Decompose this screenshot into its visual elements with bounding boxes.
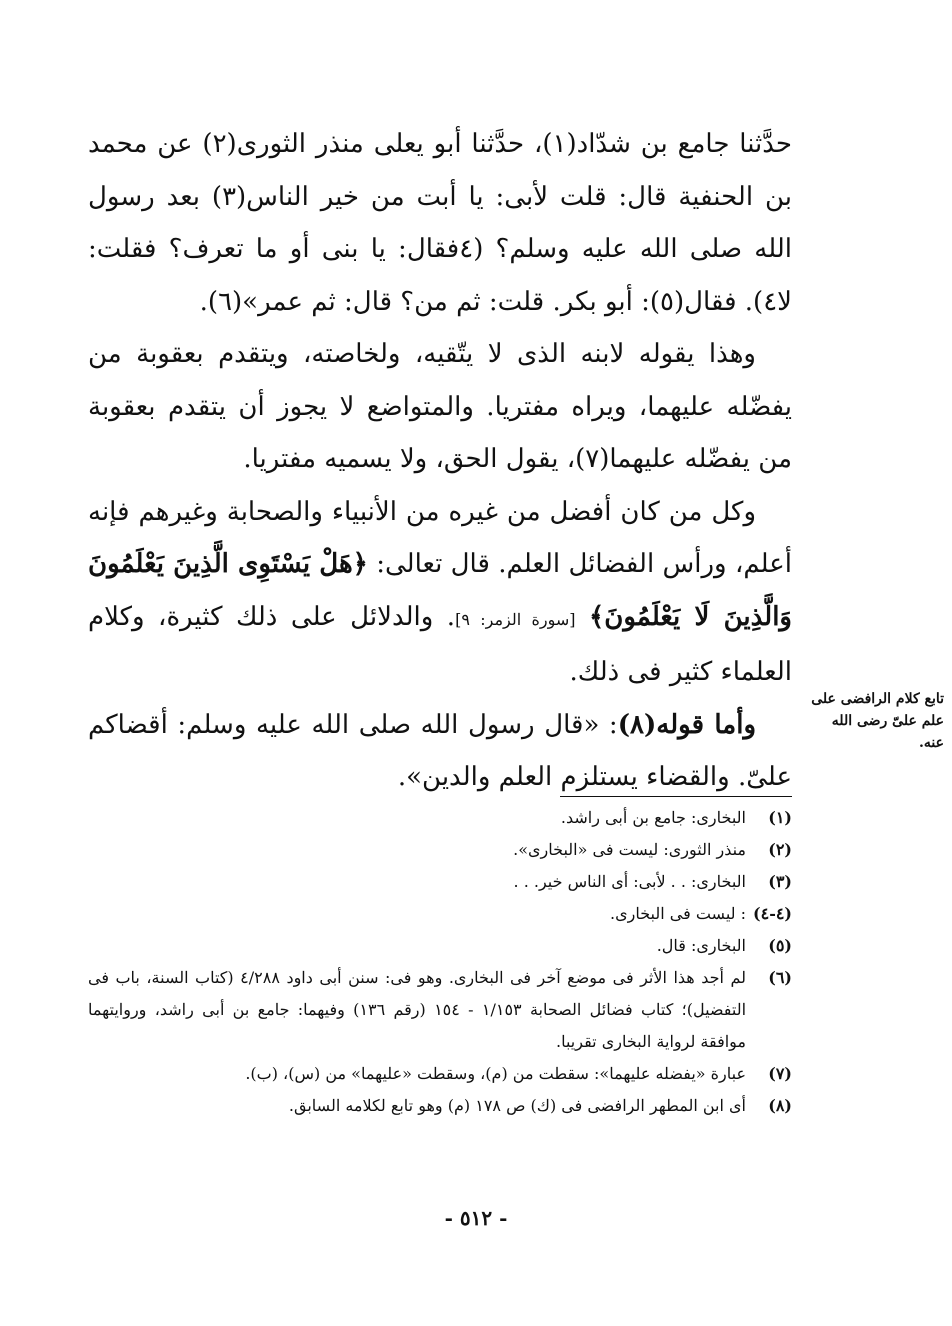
paragraph-hadith: حدَّثنا جامع بن شدّاد(١)، حدَّثنا أبو يعلى منذر الثورى(٢) عن محمد بن الحنفية قال: قلت لأبى: يا أبت من خير الناس(٣) بعد رسول الله صلى الله عليه وسلم؟ (٤فقال: يا بنى أو ما تعرف؟ فقلت: لا٤). فقال(٥): أبو بكر. قلت: ثم من؟ قال: ثم عمر»(٦). [88,129,793,317]
paragraph-knowledge-end: . والدلائل على ذلك كثيرة، وكلام العلماء كثير فى ذلك. [88,601,792,687]
paragraph-commentary: وهذا يقوله لابنه الذى لا يتّقيه، ولخاصته، ويتقدم بعقوبة من يفضّله عليهما، ويراه مفتريا. والمتواضع لا يجوز أن يتقدم بعقوبة من يفضّله عليهما(٧)، يقول الحق، ولا يسميه مفتريا. [88,339,792,474]
main-text [88,118,792,804]
footnote-text: منذر الثورى: ليست فى «البخارى». [513,840,746,859]
footnote-text: لم أجد هذا الأثر فى موضع آخر فى البخارى. وهو فى: سنن أبى داود ٤/٢٨٨ (كتاب السنة، باب فى التفضيل)؛ كتاب فضائل الصحابة ١/١٥٣ - ١٥٤ (رقم ١٣٦) وفيهما: جامع بن أبى راشد، وروايتهما موافقة لرواية البخارى تقريبا. [88,968,747,1051]
footnote-separator [560,796,792,797]
footnote [88,1090,792,1122]
footnote [88,962,792,1058]
footnote-text: : ليست فى البخارى. [609,904,746,923]
footnote-number: (١) [768,808,792,827]
footnote-number: (٦) [768,968,792,987]
paragraph-rafidi-quote [88,699,792,804]
footnote-text: عبارة «يفضله عليهما»: سقطت من (م)، وسقطت «عليهما» من (س)، (ب). [245,1064,746,1083]
margin-note: تابع كلام الرافضى على علم علىّ رضى الله عنه. [811,691,944,751]
footnote [88,1058,792,1090]
footnote [88,802,792,834]
footnotes [88,802,792,1122]
footnote [88,930,792,962]
footnote-number: (٣) [768,872,792,891]
surah-citation: [سورة الزمر: ٩] [455,609,576,629]
footnote-number: (٤-٤) [753,904,792,923]
footnote-number: (٢) [768,840,792,859]
footnote [88,834,792,866]
footnote [88,898,792,930]
rafidi-quote-text: : «قال رسول الله صلى الله عليه وسلم: أقضاكم علىّ. والقضاء يستلزم العلم والدين». [88,709,792,792]
footnote-number: (٥) [768,936,792,955]
paragraph-knowledge [88,486,792,699]
footnote-text: البخارى: . . لأبى: أى الناس خير. . . [513,872,746,891]
footnote-text: أى ابن المطهر الرافضى فى (ك) ص ١٧٨ (م) وهو تابع لكلامه السابق. [288,1096,746,1115]
footnote-number: (٨) [768,1096,792,1115]
quran-verse: ﴿هَلْ يَسْتَوِى الَّذِينَ يَعْلَمُونَ وَالَّذِينَ لَا يَعْلَمُونَ﴾ [88,549,792,632]
footnote [88,866,792,898]
footnote-text: البخارى: قال. [656,936,746,955]
footnote-number: (٧) [768,1064,792,1083]
footnote-text: البخارى: جامع بن أبى راشد. [560,808,746,827]
paragraph-knowledge-text: وكل من كان أفضل من غيره من الأنبياء والصحابة وغيرهم فإنه أعلم، ورأس الفضائل العلم. قال تعالى: [88,496,792,579]
lead-phrase: وأما قوله(٨) [617,709,757,740]
page-number: - ٥١٢ - [444,1206,508,1230]
